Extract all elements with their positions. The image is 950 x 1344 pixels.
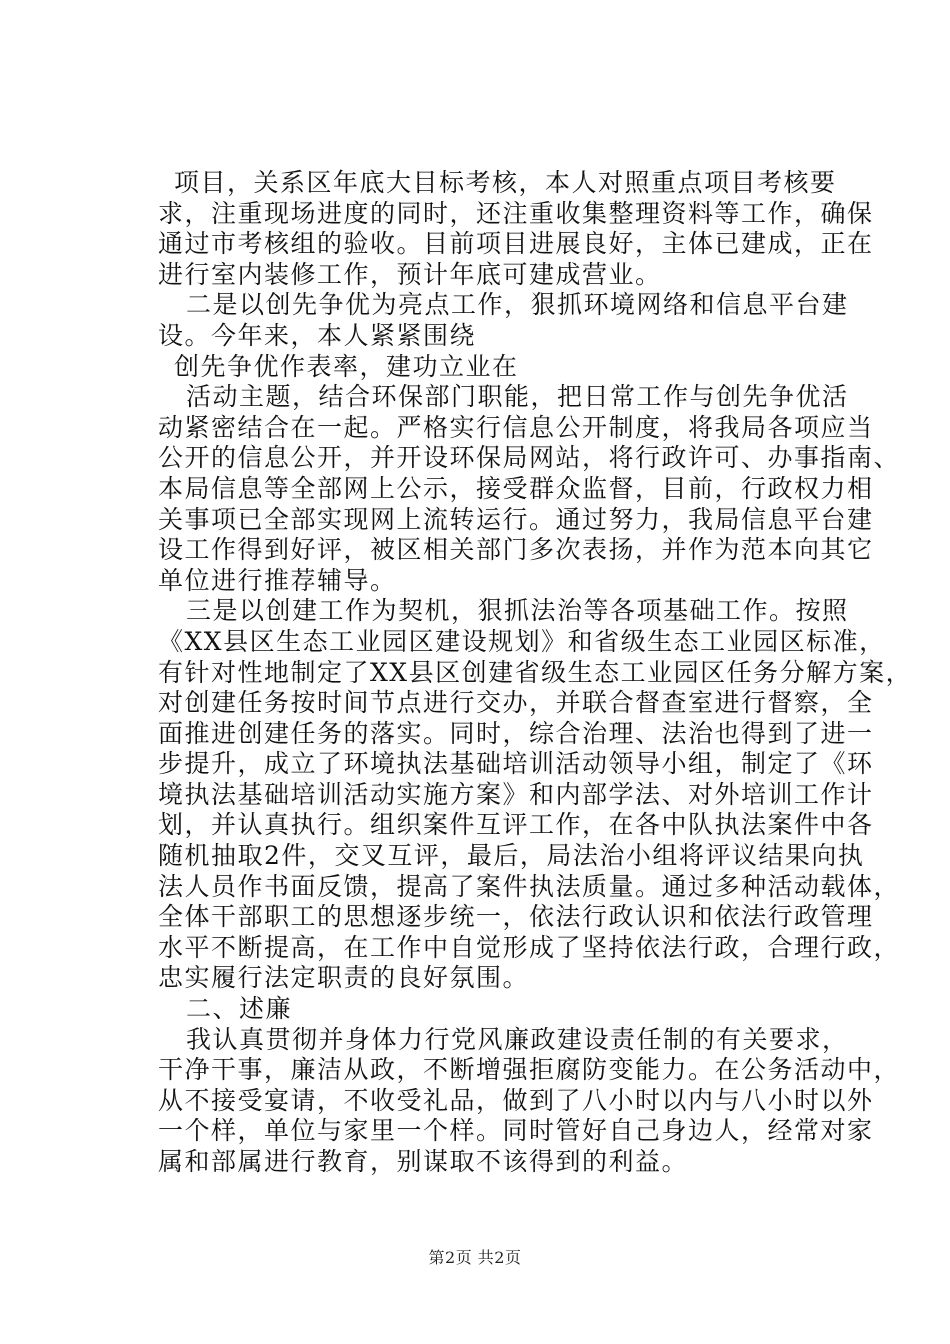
text-line: 干净干事，廉洁从政，不断增强拒腐防变能力。在公务活动中，	[158, 1055, 901, 1085]
text-line: 步提升，成立了环境执法基础培训活动领导小组，制定了《环	[158, 749, 874, 779]
text-line: 划，并认真执行。组织案件互评工作，在各中队执法案件中各	[158, 810, 874, 840]
document-body	[158, 168, 913, 1178]
text-line: 通过市考核组的验收。目前项目进展良好，主体已建成，正在	[158, 229, 874, 259]
text-line: 活动主题，结合环保部门职能，把日常工作与创先争优活	[186, 382, 849, 412]
text-line: 《XX县区生态工业园区建设规划》和省级生态工业园区标准，	[158, 626, 886, 656]
text-line: 对创建任务按时间节点进行交办，并联合督查室进行督察，全	[158, 688, 874, 718]
text-line: 面推进创建任务的落实。同时，综合治理、法治也得到了进一	[158, 718, 874, 748]
text-line: 一个样，单位与家里一个样。同时管好自己身边人，经常对家	[158, 1116, 874, 1146]
text-line: 本局信息等全部网上公示，接受群众监督，目前，行政权力相	[158, 473, 874, 503]
text-line: 属和部属进行教育，别谋取不该得到的利益。	[158, 1147, 689, 1176]
text-line: 动紧密结合在一起。严格实行信息公开制度，将我局各项应当	[158, 412, 874, 442]
text-line: 全体干部职工的思想逐步统一，依法行政认识和依法行政管理	[158, 902, 874, 932]
text-line: 项目，关系区年底大目标考核，本人对照重点项目考核要	[174, 168, 837, 197]
text-line: 创先争优作表率，建功立业在	[174, 351, 519, 381]
text-line: 境执法基础培训活动实施方案》和内部学法、对外培训工作计	[158, 779, 874, 809]
text-line: 我认真贯彻并身体力行党风廉政建设责任制的有关要求，	[186, 1024, 849, 1054]
text-line: 求，注重现场进度的同时，还注重收集整理资料等工作，确保	[158, 198, 874, 228]
page-number: 第2页 共2页	[428, 1248, 522, 1267]
text-line: 关事项已全部实现网上流转运行。通过努力，我局信息平台建	[158, 504, 874, 534]
text-line: 随机抽取2件，交叉互评，最后，局法治小组将评议结果向执	[158, 841, 865, 871]
text-line: 有针对性地制定了XX县区创建省级生态工业园区任务分解方案，	[158, 657, 913, 687]
text-line: 从不接受宴请，不收受礼品，做到了八小时以内与八小时以外	[158, 1085, 874, 1115]
text-line: 设工作得到好评，被区相关部门多次表扬，并作为范本向其它	[158, 535, 874, 565]
text-line: 进行室内装修工作，预计年底可建成营业。	[158, 259, 662, 289]
text-line: 设。今年来，本人紧紧围绕	[158, 320, 477, 350]
text-line: 三是以创建工作为契机，狠抓法治等各项基础工作。按照	[186, 596, 849, 626]
text-line: 忠实履行法定职责的良好氛围。	[158, 963, 530, 993]
page-footer	[0, 1245, 950, 1268]
text-line: 单位进行推荐辅导。	[158, 565, 397, 595]
text-line: 水平不断提高，在工作中自觉形成了坚持依法行政，合理行政，	[158, 932, 901, 962]
text-line: 公开的信息公开，并开设环保局网站，将行政许可、办事指南、	[158, 443, 901, 473]
text-line: 法人员作书面反馈，提高了案件执法质量。通过多种活动载体，	[158, 871, 901, 901]
section-heading: 二、述廉	[186, 994, 293, 1024]
text-line: 二是以创先争优为亮点工作，狠抓环境网络和信息平台建	[186, 290, 849, 320]
